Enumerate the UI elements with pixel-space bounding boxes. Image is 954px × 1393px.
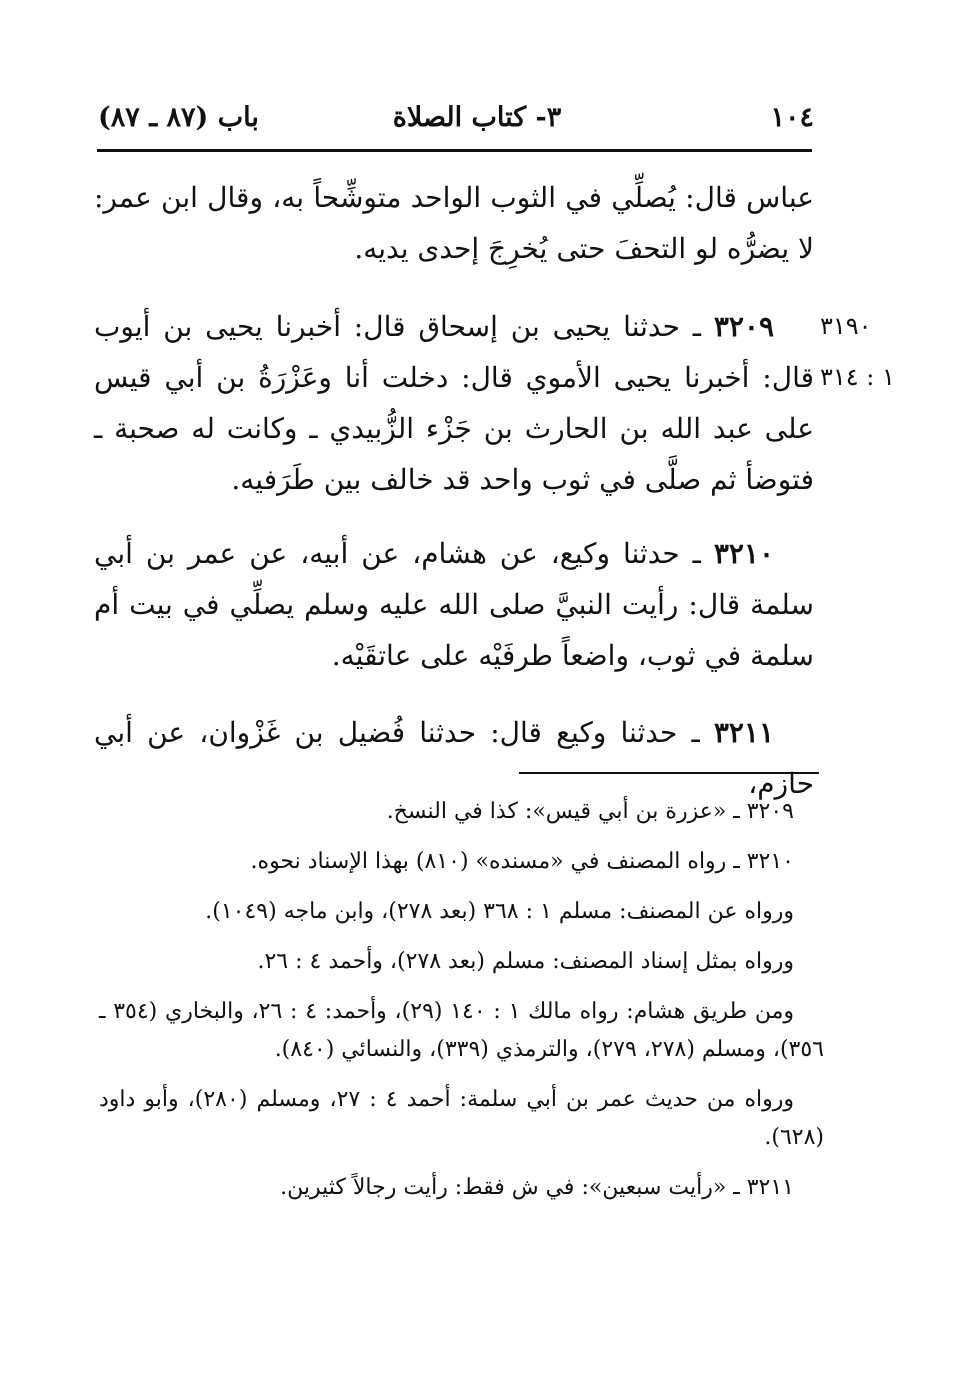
continuation-paragraph bbox=[94, 172, 814, 274]
footnote: ٣٢١١ ـ «رأيت سبعين»: في ش فقط: رأيت رجالاً كثيرين. bbox=[280, 1175, 794, 1200]
hadith-text: ـ حدثنا وكيع قال: حدثنا فُضيل بن غَزْوان، عن أبي حازم، bbox=[94, 716, 814, 800]
footnote: ٣٢٠٩ ـ «عزرة بن أبي قيس»: كذا في النسخ. bbox=[386, 799, 794, 824]
footnote-divider bbox=[519, 772, 819, 774]
footnote: ومن طريق هشام: رواه مالك ١ : ١٤٠ (٢٩)، وأحمد: ٤ : ٢٦، والبخاري (٣٥٤ ـ ٣٥٦)، ومسلم (٢٧٨، ٢٧٩)، والترمذي (٣٣٩)، والنسائي (٨٤٠). bbox=[99, 999, 824, 1062]
margin-reference: ٣١٩٠ bbox=[820, 312, 872, 340]
footnote: ورواه بمثل إسناد المصنف: مسلم (بعد ٢٧٨)، وأحمد ٤ : ٢٦. bbox=[257, 949, 794, 974]
hadith-3210 bbox=[94, 528, 814, 681]
hadith-number: ٣٢١١ bbox=[713, 716, 774, 749]
hadith-3209 bbox=[94, 301, 814, 505]
hadith-number: ٣٢٠٩ bbox=[713, 310, 774, 343]
footnote: ورواه من حديث عمر بن أبي سلمة: أحمد ٤ : ٢٧، ومسلم (٢٨٠)، وأبو داود (٦٢٨). bbox=[99, 1087, 824, 1150]
continuation-text: عباس قال: يُصلِّي في الثوب الواحد متوشِّحاً به، وقال ابن عمر: لا يضرُّه لو التحفَ حتى يُخرِجَ إحدى يديه. bbox=[94, 181, 814, 265]
footnote: ورواه عن المصنف: مسلم ١ : ٣٦٨ (بعد ٢٧٨)، وابن ماجه (١٠٤٩). bbox=[205, 899, 794, 924]
chapter-heading: باب (٨٧ ـ ٨٧) bbox=[98, 102, 259, 133]
book-title: ٣- كتاب الصلاة bbox=[392, 102, 562, 133]
page-number: ١٠٤ bbox=[770, 102, 814, 133]
hadith-text: ـ حدثنا وكيع، عن هشام، عن أبيه، عن عمر بن أبي سلمة قال: رأيت النبيَّ صلى الله عليه وسلم يصلِّي في بيت أم سلمة في ثوب، واضعاً طرفَيْه على عاتقَيْه. bbox=[94, 537, 814, 672]
hadith-number: ٣٢١٠ bbox=[713, 537, 774, 570]
margin-reference: ١ : ٣١٤ bbox=[820, 363, 895, 391]
header-divider bbox=[97, 149, 812, 152]
hadith-text: ـ حدثنا يحيى بن إسحاق قال: أخبرنا يحيى بن أيوب قال: أخبرنا يحيى الأموي قال: دخلت أنا وعَزْرَةُ بن أبي قيس على عبد الله بن الحارث بن جَزْء الزُّبيدي ـ وكانت له صحبة ـ فتوضأ ثم صلَّى في ثوب واحد قد خالف بين طَرَفيه. bbox=[94, 310, 814, 496]
footnote: ٣٢١٠ ـ رواه المصنف في «مسنده» (٨١٠) بهذا الإسناد نحوه. bbox=[250, 849, 794, 874]
footnotes bbox=[99, 793, 824, 1219]
